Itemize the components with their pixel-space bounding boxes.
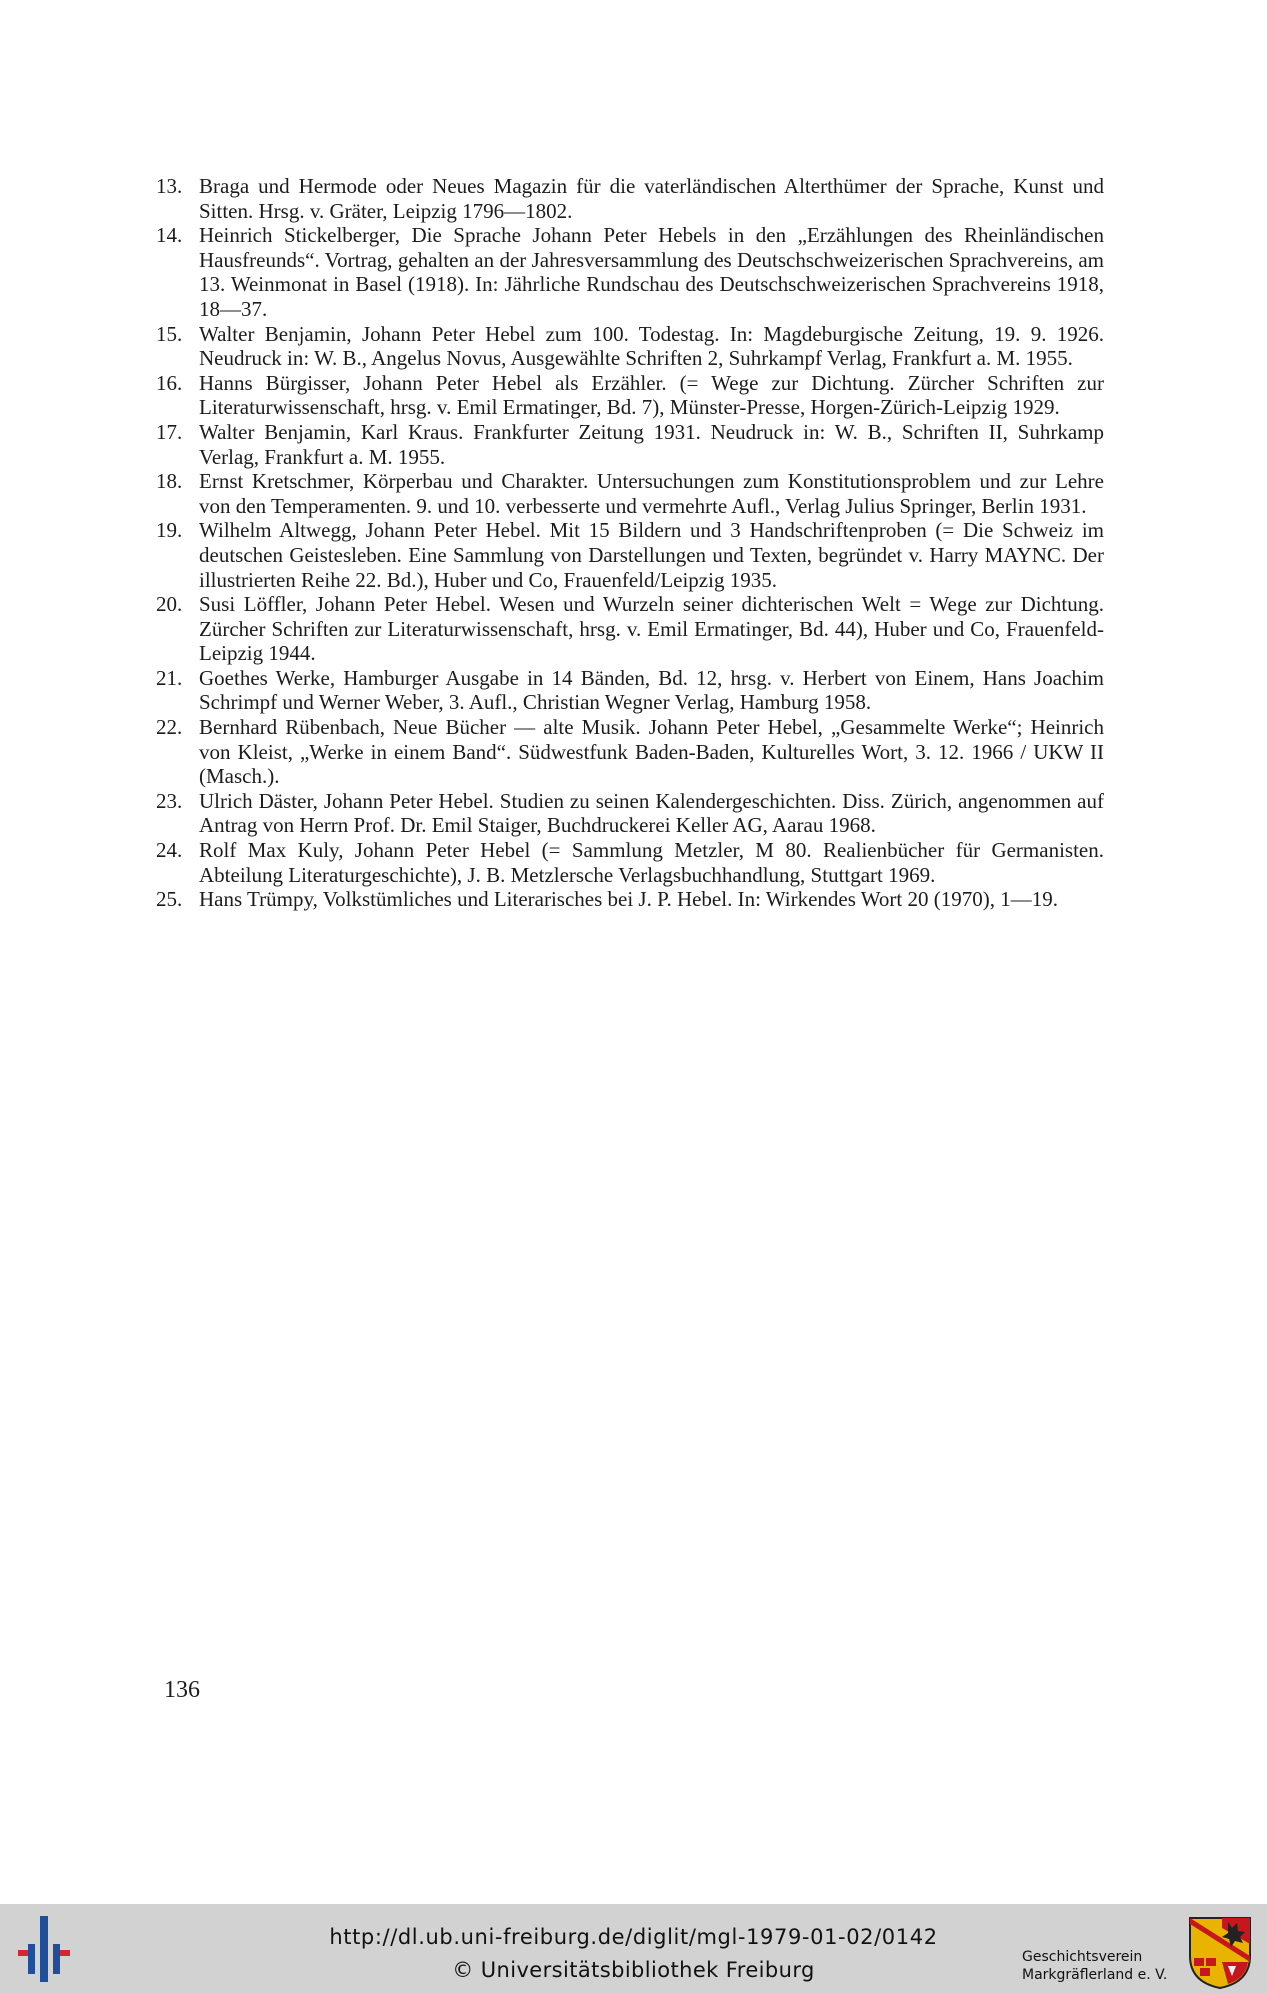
reference-number: 25. — [156, 887, 183, 912]
reference-text: Wilhelm Altwegg, Johann Peter Hebel. Mit 15 Bildern und 3 Handschriftenproben (= Die Schweiz im deutschen Geistesleben. Eine Sammlung von Darstellungen und Texten, begründet v. Harry MAYNC. Der illustrierten Reihe 22. Bd.), Huber und Co, Frauenfeld/Leipzig 1935. — [199, 518, 1104, 592]
reference-item — [156, 592, 1104, 666]
reference-number: 15. — [156, 321, 183, 346]
reference-text: Ernst Kretschmer, Körperbau und Charakter. Untersuchungen zum Konstitutionsproblem und zur Lehre von den Temperamenten. 9. und 10. verbesserte und vermehrte Aufl., Verlag Julius Springer, Berlin 1931. — [199, 469, 1104, 518]
reference-text: Bernhard Rübenbach, Neue Bücher — alte Musik. Johann Peter Hebel, „Gesammelte Werke“; Heinrich von Kleist, „Werke in einem Band“. Südwestfunk Baden-Baden, Kulturelles Wort, 3. 12. 1966 / UKW II (Masch.). — [199, 715, 1104, 789]
reference-item — [156, 223, 1104, 321]
reference-number: 23. — [156, 788, 183, 813]
reference-item — [156, 838, 1104, 887]
copyright-notice: © Universitätsbibliothek Freiburg — [452, 1958, 815, 1982]
reference-number: 16. — [156, 370, 183, 395]
reference-text: Ulrich Däster, Johann Peter Hebel. Studien zu seinen Kalendergeschichten. Diss. Zürich, angenommen auf Antrag von Herrn Prof. Dr. Emil Staiger, Buchdruckerei Keller AG, Aarau 1968. — [199, 788, 1104, 838]
society-name — [1022, 1948, 1167, 1984]
reference-item — [156, 715, 1104, 789]
reference-number: 13. — [156, 174, 183, 198]
reference-text: Walter Benjamin, Johann Peter Hebel zum 100. Todestag. In: Magdeburgische Zeitung, 19. 9. 1926. Neudruck in: W. B., Angelus Novus, Ausgewählte Schriften 2, Suhrkampf Verlag, Frankfurt a. M. 1955. — [199, 321, 1104, 371]
reference-number: 19. — [156, 518, 183, 543]
footer-bar — [0, 1904, 1267, 1994]
reference-item — [156, 469, 1104, 518]
reference-item — [156, 666, 1104, 715]
reference-item — [156, 887, 1104, 912]
reference-item — [156, 174, 1104, 223]
reference-text: Heinrich Stickelberger, Die Sprache Johann Peter Hebels in den „Erzählungen des Rheinländischen Hausfreunds“. Vortrag, gehalten an der Jahresversammlung des Deutschschweizerischen Sprachvereins, am 13. Weinmonat in Basel (1918). In: Jährliche Rundschau des Deutschschweizerischen Sprachvereins 1918, 18—37. — [199, 223, 1104, 321]
reference-text: Walter Benjamin, Karl Kraus. Frankfurter Zeitung 1931. Neudruck in: W. B., Schriften II, Suhrkamp Verlag, Frankfurt a. M. 1955. — [199, 419, 1104, 469]
reference-text: Susi Löffler, Johann Peter Hebel. Wesen und Wurzeln seiner dichterischen Welt = Wege zur Dichtung. Zürcher Schriften zur Literaturwissenschaft, hrsg. v. Emil Ermatinger, Bd. 44), Huber und Co, Frauenfeld-Leipzig 1944. — [199, 592, 1104, 666]
reference-item — [156, 518, 1104, 592]
reference-text: Hanns Bürgisser, Johann Peter Hebel als Erzähler. (= Wege zur Dichtung. Zürcher Schriften zur Literaturwissenschaft, hrsg. v. Emil Ermatinger, Bd. 7), Münster-Presse, Horgen-Zürich-Leipzig 1929. — [199, 370, 1104, 420]
reference-number: 18. — [156, 469, 183, 494]
reference-text: Hans Trümpy, Volkstümliches und Literarisches bei J. P. Hebel. In: Wirkendes Wort 20 (1970), 1—19. — [199, 887, 1058, 912]
reference-number: 20. — [156, 592, 183, 617]
reference-text: Braga und Hermode oder Neues Magazin für die vaterländischen Alterthümer der Sprache, Kunst und Sitten. Hrsg. v. Gräter, Leipzig 1796—1802. — [199, 174, 1104, 223]
reference-number: 24. — [156, 838, 183, 863]
page-number: 136 — [164, 1677, 200, 1703]
reference-number: 17. — [156, 419, 183, 444]
markgraeflerland-crest-icon — [1188, 1916, 1252, 1990]
reference-item — [156, 789, 1104, 838]
reference-number: 14. — [156, 223, 183, 248]
permalink-url[interactable]: http://dl.ub.uni-freiburg.de/diglit/mgl-1979-01-02/0142 — [329, 1925, 938, 1949]
society-name-line2: Markgräflerland e. V. — [1022, 1967, 1168, 1983]
reference-item — [156, 371, 1104, 420]
reference-text: Rolf Max Kuly, Johann Peter Hebel (= Sammlung Metzler, M 80. Realienbücher für Germanisten. Abteilung Literaturgeschichte), J. B. Metzlersche Verlagsbuchhandlung, Stuttgart 1969. — [199, 838, 1104, 887]
reference-text: Goethes Werke, Hamburger Ausgabe in 14 Bänden, Bd. 12, hrsg. v. Herbert von Einem, Hans Joachim Schrimpf und Werner Weber, 3. Aufl., Christian Wegner Verlag, Hamburg 1958. — [199, 665, 1104, 715]
society-name-line1: Geschichtsverein — [1022, 1949, 1143, 1965]
reference-list — [156, 174, 1104, 912]
reference-item — [156, 322, 1104, 371]
reference-number: 22. — [156, 715, 183, 740]
reference-number: 21. — [156, 665, 183, 690]
reference-item — [156, 420, 1104, 469]
